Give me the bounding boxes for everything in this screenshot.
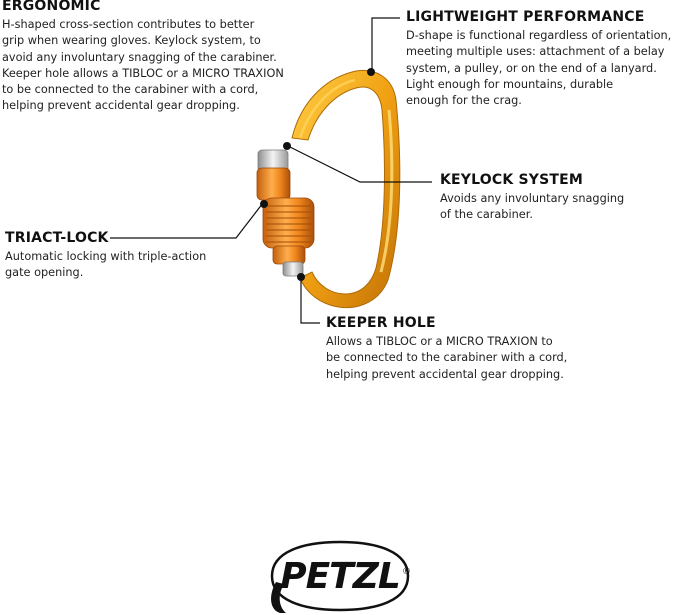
registered-mark: ®: [402, 567, 411, 577]
callout-line: helping prevent accidental gear dropping.: [2, 99, 240, 113]
callout-ergonomic-title: ERGONOMIC: [2, 0, 101, 14]
callout-line: Avoids any involuntary snagging: [440, 192, 625, 205]
callout-line: Allows a TIBLOC or a MICRO TRAXION to: [326, 335, 553, 348]
callout-ergonomic-text: [2, 17, 302, 115]
sleeve-knurling: [266, 206, 311, 242]
callout-line: be connected to the carabiner with a cord,: [326, 351, 568, 365]
callout-keeper-text: [326, 334, 626, 383]
callout-triact-title: TRIACT-LOCK: [5, 230, 109, 246]
callout-line: avoid any involuntary snagging of the carabiner.: [2, 50, 277, 64]
leader-dot-lightweight: [367, 68, 375, 76]
callout-line: system, a pulley, or on the end of a lanyard.: [406, 61, 657, 75]
leader-keylock: [288, 146, 432, 182]
callout-keeper-hole: [326, 315, 626, 383]
callout-line: Automatic locking with triple-action: [5, 250, 207, 263]
petzl-logo-text: PETZL: [280, 556, 400, 597]
callout-line: Keeper hole allows a TIBLOC or a MICRO TRAXION: [2, 66, 284, 80]
callout-keylock-title: KEYLOCK SYSTEM: [440, 172, 584, 188]
callout-triact-text: [5, 249, 235, 282]
leader-dot-triact: [260, 200, 268, 208]
leader-dot-keylock: [283, 142, 291, 150]
callout-line: grip when wearing gloves. Keylock system, to: [2, 34, 261, 48]
callout-keeper-title: KEEPER HOLE: [326, 315, 436, 331]
carabiner-body: [292, 70, 400, 307]
callout-triact-lock: [5, 230, 235, 282]
leader-dot-keeper: [297, 273, 305, 281]
carabiner-frame: [292, 70, 400, 307]
callout-line: H-shaped cross-section contributes to better: [2, 18, 255, 31]
callout-ergonomic: [2, 0, 302, 115]
callout-keylock-text: [440, 191, 670, 224]
callout-line: to be connected to the carabiner with a cord,: [2, 83, 259, 97]
petzl-logo: [262, 538, 418, 614]
callout-line: of the carabiner.: [440, 208, 533, 222]
callout-line: enough for the crag.: [406, 94, 522, 108]
carabiner-gate: [257, 150, 314, 276]
callout-line: meeting multiple uses: attachment of a belay: [406, 45, 665, 59]
leader-lightweight: [372, 18, 400, 71]
callout-line: helping prevent accidental gear dropping.: [326, 367, 564, 381]
callout-line: gate opening.: [5, 266, 84, 280]
callout-lightweight-title: LIGHTWEIGHT PERFORMANCE: [406, 9, 645, 25]
callout-line: D-shape is functional regardless of orientation,: [406, 29, 672, 42]
gate-orange-lower: [273, 246, 305, 264]
gate-orange-upper: [257, 168, 290, 200]
callout-keylock-system: [440, 172, 670, 224]
callout-line: Light enough for mountains, durable: [406, 77, 614, 91]
callout-lightweight-performance: [406, 9, 678, 109]
callout-lightweight-text: [406, 28, 678, 109]
